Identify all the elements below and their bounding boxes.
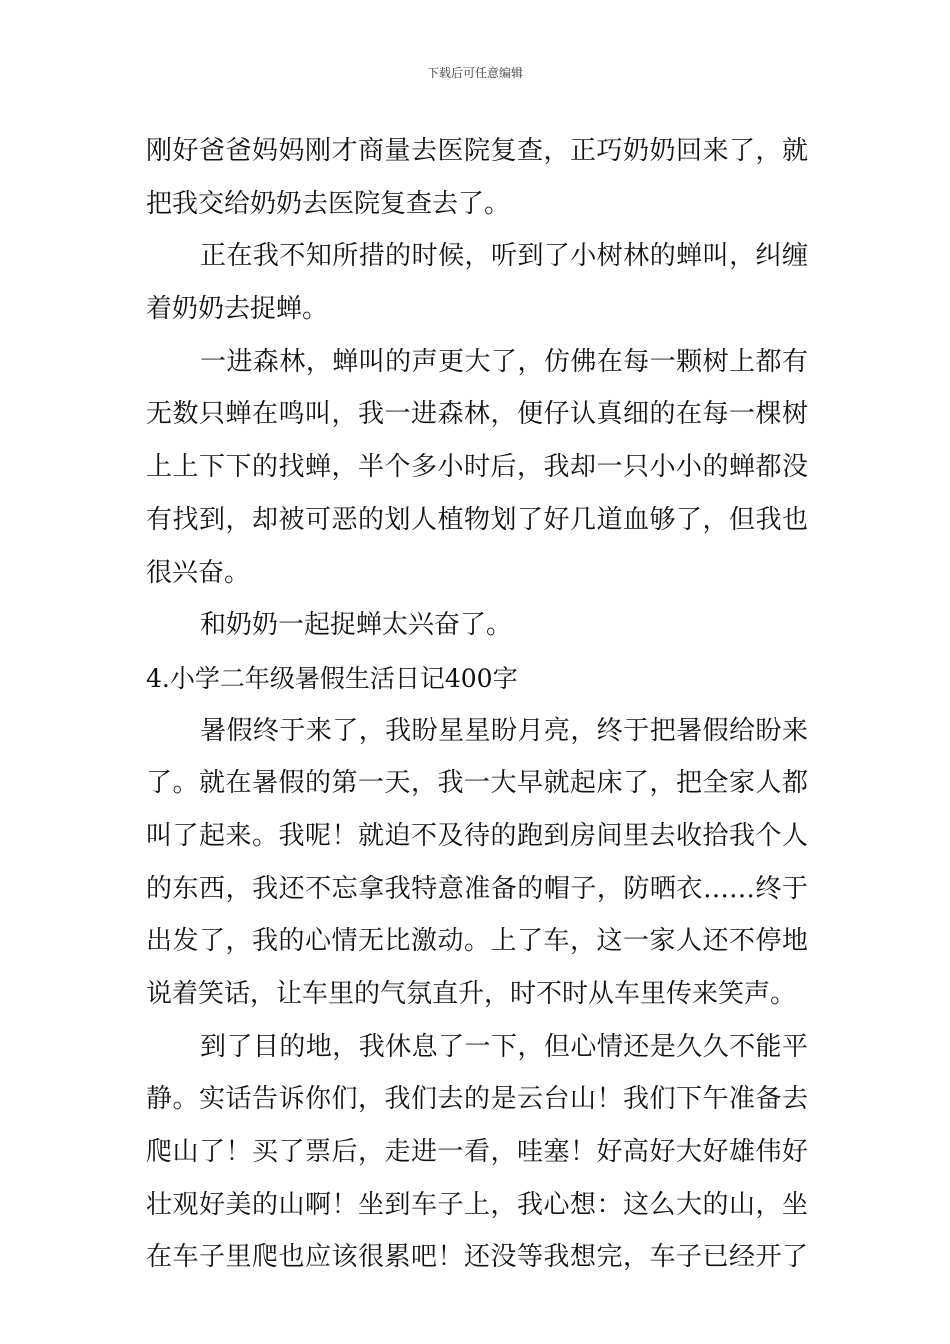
text-line: 在车子里爬也应该很累吧！还没等我想完，车子已经开了 [146, 1242, 808, 1273]
text-line: 很兴奋。 [146, 557, 251, 588]
text-line: 静。实话告诉你们，我们去的是云台山！我们下午准备去 [146, 1084, 808, 1115]
text-line: 壮观好美的山啊！坐到车子上，我心想：这么大的山，坐 [146, 1189, 808, 1220]
text-line: 无数只蝉在鸣叫，我一进森林，便仔认真细的在每一棵树 [146, 399, 808, 430]
text-line: 上上下下的找蝉，半个多小时后，我却一只小小的蝉都没 [146, 452, 808, 483]
paragraph-start-line: 正在我不知所措的时候，听到了小树林的蝉叫，纠缠 [200, 241, 808, 272]
text-line: 说着笑话，让车里的气氛直升，时不时从车里传来笑声。 [146, 979, 797, 1009]
text-line: 刚好爸爸妈妈刚才商量去医院复查，正巧奶奶回来了，就 [146, 136, 808, 166]
text-line: 叫了起来。我呢！就迫不及待的跑到房间里去收拾我个人 [146, 820, 808, 851]
text-line: 的东西，我还不忘拿我特意准备的帽子，防晒衣……终于 [146, 873, 808, 904]
paragraph-start-line: 和奶奶一起捉蝉太兴奋了。 [200, 610, 513, 641]
text-line: 着奶奶去捉蝉。 [146, 294, 329, 325]
paragraph-start-line: 到了目的地，我休息了一下，但心情还是久久不能平 [200, 1031, 808, 1062]
text-line: 把我交给奶奶去医院复查去了。 [146, 188, 511, 219]
paragraph-start-line: 暑假终于来了，我盼星星盼月亮，终于把暑假给盼来 [200, 715, 808, 746]
paragraph-start-line: 一进森林，蝉叫的声更大了，仿佛在每一颗树上都有 [200, 346, 808, 377]
text-line: 爬山了！买了票后，走进一看，哇塞！好高好大好雄伟好 [146, 1137, 808, 1168]
text-line: 有找到，却被可恶的划人植物划了好几道血够了，但我也 [146, 504, 808, 535]
document-body [146, 127, 808, 1286]
page-header-note: 下载后可任意编辑 [426, 66, 523, 80]
section-heading: 4.小学二年级暑假生活日记400字 [146, 663, 518, 693]
text-line: 了。就在暑假的第一天，我一大早就起床了，把全家人都 [146, 768, 808, 799]
text-line: 出发了，我的心情无比激动。上了车，这一家人还不停地 [146, 926, 808, 957]
